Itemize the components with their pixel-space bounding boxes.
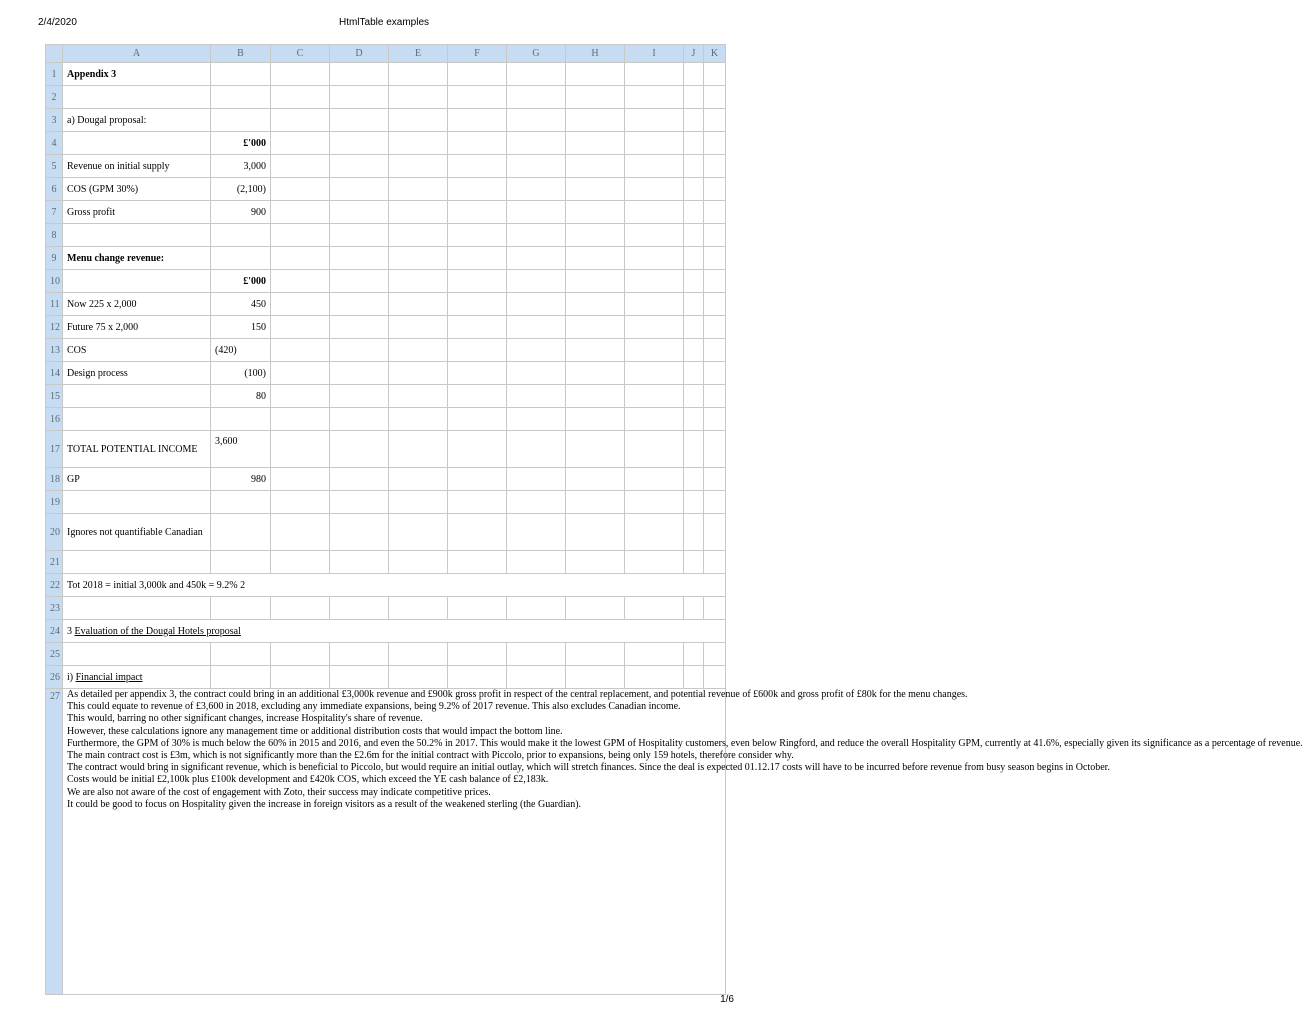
- section-title: Evaluation of the Dougal Hotels proposal: [74, 625, 241, 637]
- table-row: [46, 178, 726, 201]
- row-number: 9: [46, 247, 63, 270]
- column-header: C: [271, 45, 330, 63]
- table-row: [46, 620, 726, 643]
- page-title: HtmlTable examples: [338, 17, 430, 28]
- table-row: [46, 86, 726, 109]
- cell-b: 3,600: [211, 431, 271, 468]
- row-number: 21: [46, 551, 63, 574]
- cell-a: Ignores not quantifiable Canadian: [63, 514, 211, 551]
- cell-a: GP: [63, 468, 211, 491]
- row-number: 7: [46, 201, 63, 224]
- row-number: 25: [46, 643, 63, 666]
- row-number: 17: [46, 431, 63, 468]
- table-row: [46, 574, 726, 597]
- table-row: [46, 362, 726, 385]
- column-header: B: [211, 45, 271, 63]
- cell-a: Appendix 3: [63, 63, 211, 86]
- print-date: 2/4/2020: [38, 17, 77, 28]
- cell-a: Menu change revenue:: [63, 247, 211, 270]
- cell-b: (2,100): [211, 178, 271, 201]
- row-number: 1: [46, 63, 63, 86]
- cell-a: Future 75 x 2,000: [63, 316, 211, 339]
- cell-a: Gross profit: [63, 201, 211, 224]
- cell-b: (100): [211, 362, 271, 385]
- subsection-number: i): [67, 671, 76, 683]
- row-number: 5: [46, 155, 63, 178]
- row-number: 4: [46, 132, 63, 155]
- corner-cell: [46, 45, 63, 63]
- column-header: D: [330, 45, 389, 63]
- row-number: 3: [46, 109, 63, 132]
- paragraph: However, these calculations ignore any management time or additional distribution costs that would impact the bottom line.: [67, 725, 563, 737]
- table-row: [46, 468, 726, 491]
- column-header: K: [704, 45, 726, 63]
- column-header: F: [448, 45, 507, 63]
- table-row: [46, 514, 726, 551]
- cell-b: (420): [211, 339, 271, 362]
- table-row: [46, 597, 726, 620]
- cell-b: £'000: [211, 270, 271, 293]
- row-number: 8: [46, 224, 63, 247]
- table-row: [46, 431, 726, 468]
- table-row: [46, 643, 726, 666]
- cell-b: 450: [211, 293, 271, 316]
- cell-b: [211, 63, 271, 86]
- column-header-row: [46, 45, 726, 63]
- table-row: [46, 270, 726, 293]
- row-number: 2: [46, 86, 63, 109]
- table-row: [46, 491, 726, 514]
- paragraph: This would, barring no other significant changes, increase Hospitality's share of revenue.: [67, 713, 423, 725]
- row-number: 19: [46, 491, 63, 514]
- section-number: 3: [67, 625, 75, 637]
- row-number: 20: [46, 514, 63, 551]
- cell-b: 980: [211, 468, 271, 491]
- row-number: 23: [46, 597, 63, 620]
- cell-b: 150: [211, 316, 271, 339]
- cell-a: Revenue on initial supply: [63, 155, 211, 178]
- column-header: H: [566, 45, 625, 63]
- table-row: [46, 155, 726, 178]
- section-heading: [63, 620, 726, 643]
- spreadsheet-table: [45, 44, 1303, 995]
- table-row: [46, 132, 726, 155]
- row-number: 12: [46, 316, 63, 339]
- table-row: [46, 224, 726, 247]
- paragraph: This could equate to revenue of £3,600 in 2018, excluding any immediate expansions, being 9.2% of 2017 revenue. This also excludes Canadian income.: [67, 701, 681, 713]
- column-header: G: [507, 45, 566, 63]
- table-row: [46, 109, 726, 132]
- row-number: 16: [46, 408, 63, 431]
- table-row: [46, 551, 726, 574]
- table-row: [46, 293, 726, 316]
- table-row: [46, 666, 726, 689]
- cell-a: a) Dougal proposal:: [63, 109, 211, 132]
- cell-a: Tot 2018 = initial 3,000k and 450k = 9.2% 2: [63, 574, 726, 597]
- row-number: 13: [46, 339, 63, 362]
- evaluation-text: [63, 689, 1303, 995]
- row-number: 14: [46, 362, 63, 385]
- paragraph: The main contract cost is £3m, which is not significantly more than the £2.6m for the initial contract with Piccolo, prior to expansions, being only 159 hotels, therefore consider why.: [67, 750, 794, 762]
- cell-a: COS: [63, 339, 211, 362]
- column-header: A: [63, 45, 211, 63]
- cell-b: £'000: [211, 132, 271, 155]
- table-row: [46, 408, 726, 431]
- table-row: [46, 316, 726, 339]
- column-header: J: [684, 45, 704, 63]
- column-header: I: [625, 45, 684, 63]
- table-row: [46, 385, 726, 408]
- row-number: 26: [46, 666, 63, 689]
- row-number: 10: [46, 270, 63, 293]
- table-row: [46, 201, 726, 224]
- paragraph: Furthermore, the GPM of 30% is much below the 60% in 2015 and 2016, and even the 50.2% in 2017. This would make it the lowest GPM of Hospitality customers, even below Ringford, and reduce the overall Hospitality GPM, currently at 41.6%, especially given its significance as a percentage of revenue.: [67, 737, 1303, 749]
- row-number: 6: [46, 178, 63, 201]
- row-number: 27: [46, 689, 63, 995]
- column-header: E: [389, 45, 448, 63]
- paragraph: Costs would be initial £2,100k plus £100k development and £420k COS, which exceed the YE cash balance of £2,183k.: [67, 774, 549, 786]
- subsection-heading: [63, 666, 211, 689]
- cell-b: 3,000: [211, 155, 271, 178]
- table-row: [46, 689, 726, 995]
- cell-b: 80: [211, 385, 271, 408]
- row-number: 18: [46, 468, 63, 491]
- subsection-title: Financial impact: [75, 671, 143, 683]
- cell-a: COS (GPM 30%): [63, 178, 211, 201]
- paragraph: As detailed per appendix 3, the contract could bring in an additional £3,000k revenue and £900k gross profit in respect of the central replacement, and potential revenue of £600k and gross profit of £80k for the menu changes.: [67, 689, 968, 700]
- row-number: 24: [46, 620, 63, 643]
- paragraph: It could be good to focus on Hospitality given the increase in foreign visitors as a result of the weakened sterling (the Guardian).: [67, 798, 582, 810]
- page-number: 1/6: [720, 994, 734, 1005]
- paragraph: The contract would bring in significant revenue, which is beneficial to Piccolo, but would require an initial outlay, which will stretch finances. Since the deal is expected 01.12.17 costs will have to be incurred before revenue from busy season begins in October.: [67, 762, 1110, 774]
- cell-a: TOTAL POTENTIAL INCOME: [63, 431, 211, 468]
- table-row: [46, 63, 726, 86]
- table-row: [46, 247, 726, 270]
- row-number: 15: [46, 385, 63, 408]
- cell-a: Now 225 x 2,000: [63, 293, 211, 316]
- row-number: 11: [46, 293, 63, 316]
- cell-b: 900: [211, 201, 271, 224]
- table-row: [46, 339, 726, 362]
- cell-a: Design process: [63, 362, 211, 385]
- row-number: 22: [46, 574, 63, 597]
- paragraph: We are also not aware of the cost of engagement with Zoto, their success may indicate competitive prices.: [67, 786, 491, 798]
